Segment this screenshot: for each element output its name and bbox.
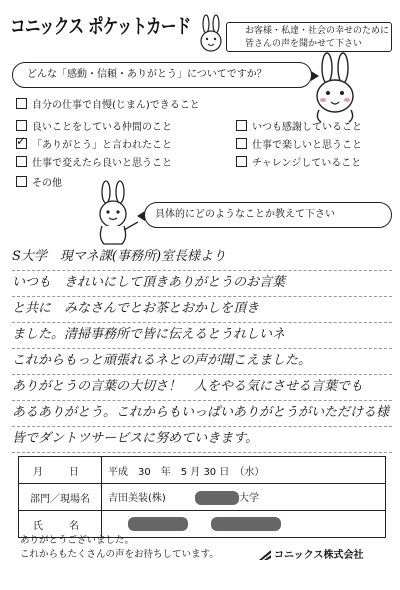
comment-line: 皆でダントツサービスに努めていきます。: [12, 426, 392, 453]
option-item[interactable]: [16, 120, 172, 134]
option-label: いつも感謝していること: [252, 122, 362, 133]
comment-line: と共に みなさんでとお茶とおかしを頂き: [12, 296, 392, 323]
site-suffix: 大学: [239, 493, 259, 504]
option-label: その他: [32, 178, 62, 189]
comment-line: これからもっと頑張れるネとの声が聞こえました。: [12, 348, 392, 375]
checkbox[interactable]: [16, 98, 27, 109]
comment-line: ました。清掃事務所で皆に伝えるとうれしいネ: [12, 322, 392, 349]
option-item[interactable]: [16, 176, 62, 190]
closing-message: [20, 534, 219, 562]
option-item[interactable]: [236, 138, 362, 152]
option-item[interactable]: [236, 120, 362, 134]
date-label: 月 日: [19, 457, 102, 484]
checkbox-checked[interactable]: [16, 138, 27, 149]
date-value: 平成 30 年 5 月 30 日 （水）: [102, 457, 386, 484]
option-item[interactable]: [236, 156, 361, 170]
option-label: 仕事で変えたら良いと思うこと: [32, 158, 172, 169]
option-item[interactable]: [16, 138, 172, 152]
option-label: 良いことをしている仲間のこと: [32, 122, 172, 133]
comment-line: ありがとうの言葉の大切さ！ 人をやる気にさせる言葉でも: [12, 374, 392, 401]
checkbox[interactable]: [236, 138, 247, 149]
question-bubble: どんな「感動・信頼・ありがとう」についてですか？: [12, 62, 312, 88]
option-item[interactable]: [16, 156, 172, 170]
header-message-line2: 皆さんの声を聞かせて下さい: [245, 39, 363, 49]
rabbit-icon: [196, 14, 226, 56]
option-label: 「ありがとう」と言われたこと: [32, 140, 172, 151]
option-label: チャレンジしていること: [252, 158, 362, 169]
dept-label: 部門／現場名: [19, 484, 102, 511]
option-label: 自分の仕事で自慢(じまん)できること: [32, 100, 200, 111]
checkbox[interactable]: [16, 176, 27, 187]
rabbit-illustration: [305, 52, 365, 126]
header-message: [226, 22, 392, 52]
company-name-text: コニックス株式会社: [274, 550, 364, 561]
redaction-blot: [195, 491, 239, 505]
checkbox[interactable]: [16, 156, 27, 167]
company-name: 吉田美装(株): [108, 493, 166, 504]
prompt-bubble: 具体的にどのようなことか教えて下さい: [144, 202, 392, 228]
redaction-blot: [128, 517, 188, 531]
comment-line: S大学 現マネ課(事務所)室長様より: [12, 244, 392, 271]
info-table: [18, 456, 386, 538]
checkbox[interactable]: [236, 156, 247, 167]
checkbox[interactable]: [236, 120, 247, 131]
option-label: 仕事で楽しいと思うこと: [252, 140, 362, 151]
closing-line2: これからもたくさんの声をお待ちしています。: [20, 549, 219, 560]
company-mark-icon: [258, 548, 272, 562]
redaction-blot: [211, 517, 281, 531]
company-logo: [258, 546, 364, 562]
header-message-line1: お客様・私達・社会の幸せのために: [245, 26, 390, 36]
comment-line: いつも きれいにして頂きありがとうのお言葉: [12, 270, 392, 297]
comment-line: あるありがとう。これからもいっぱいありがとうがいただける様: [12, 400, 392, 427]
card-title: コニックス ポケットカード: [10, 14, 191, 38]
option-item[interactable]: [16, 98, 200, 112]
closing-line1: ありがとうございました。: [20, 535, 135, 546]
name-label: 氏 名: [19, 511, 102, 538]
dept-value: [102, 484, 386, 511]
checkbox[interactable]: [16, 120, 27, 131]
